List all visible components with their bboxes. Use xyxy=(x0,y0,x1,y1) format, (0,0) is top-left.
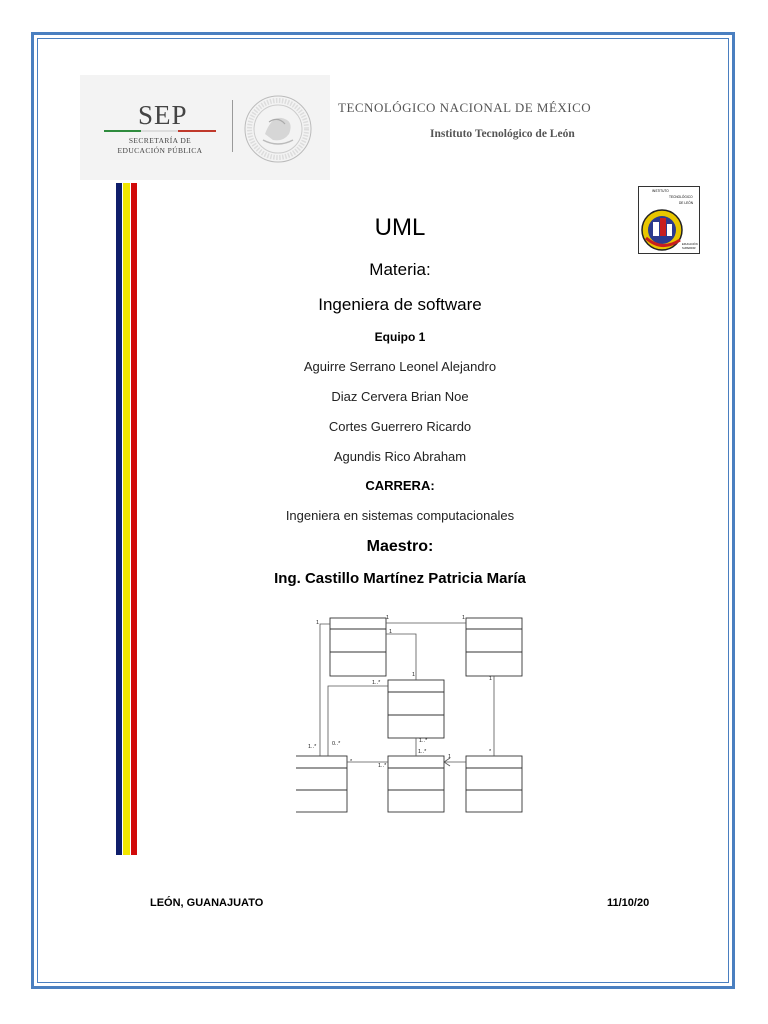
team-member: Cortes Guerrero Ricardo xyxy=(328,419,472,434)
footer-date: 11/10/20 xyxy=(607,897,650,909)
career-label: CARRERA: xyxy=(365,478,435,493)
multiplicity-label: 1 xyxy=(389,629,393,635)
multiplicity-label: 1..* xyxy=(308,744,317,750)
coat-of-arms-seal-icon xyxy=(243,94,313,164)
multiplicity-label: 1..* xyxy=(419,738,428,744)
teacher-label: Maestro: xyxy=(366,538,434,555)
team-member: Agundis Rico Abraham xyxy=(333,449,467,464)
team-name: Equipo 1 xyxy=(374,330,426,344)
multiplicity-label: 0..* xyxy=(332,741,341,747)
svg-text:EDUCACIÓN: EDUCACIÓN xyxy=(682,243,698,246)
multiplicity-label: 1 xyxy=(489,676,493,682)
svg-text:DE LEÓN: DE LEÓN xyxy=(679,201,693,205)
multiplicity-label: 1 xyxy=(462,615,466,621)
teacher-name: Ing. Castillo Martínez Patricia María xyxy=(274,570,526,587)
multiplicity-label: * xyxy=(489,749,492,755)
subject-label: Materia: xyxy=(369,260,431,279)
multiplicity-label: 1..* xyxy=(372,680,381,686)
footer-location: LEÓN, GUANAJUATO xyxy=(150,897,264,909)
sep-logo-title: SEP xyxy=(138,100,188,130)
multiplicity-label: 1..* xyxy=(418,749,427,755)
team-member: Aguirre Serrano Leonel Alejandro xyxy=(303,359,497,374)
uml-class-diagram xyxy=(296,610,536,820)
team-member: Diaz Cervera Brian Noe xyxy=(331,389,469,404)
subject-name: Ingeniera de software xyxy=(318,295,482,314)
multiplicity-label: 1 xyxy=(448,754,452,760)
campus-name: Instituto Tecnológico de León xyxy=(430,128,575,140)
multiplicity-label: 1 xyxy=(412,672,416,678)
svg-text:TECNOLÓGICO: TECNOLÓGICO xyxy=(669,195,693,199)
svg-text:SUPERIOR: SUPERIOR xyxy=(682,247,696,250)
svg-text:INSTITUTO: INSTITUTO xyxy=(652,189,669,193)
stripe-yellow xyxy=(123,183,130,855)
multiplicity-label: 1..* xyxy=(378,763,387,769)
sep-logo-tricolor-line xyxy=(104,130,216,132)
itl-logo-icon xyxy=(638,186,700,254)
multiplicity-label: 1 xyxy=(386,615,390,621)
multiplicity-label: 1 xyxy=(316,620,320,626)
header-divider xyxy=(232,100,233,152)
sep-logo-subtitle-1: SECRETARÍA DE xyxy=(128,136,192,145)
sep-logo-subtitle-2: EDUCACIÓN PÚBLICA xyxy=(117,146,203,155)
stripe-blue xyxy=(116,183,122,855)
multiplicity-label: * xyxy=(350,759,353,765)
career-name: Ingeniera en sistemas computacionales xyxy=(285,508,515,523)
stripe-red xyxy=(131,183,137,855)
document-title: UML xyxy=(374,214,426,241)
institution-name: TECNOLÓGICO NACIONAL DE MÉXICO xyxy=(338,100,592,115)
